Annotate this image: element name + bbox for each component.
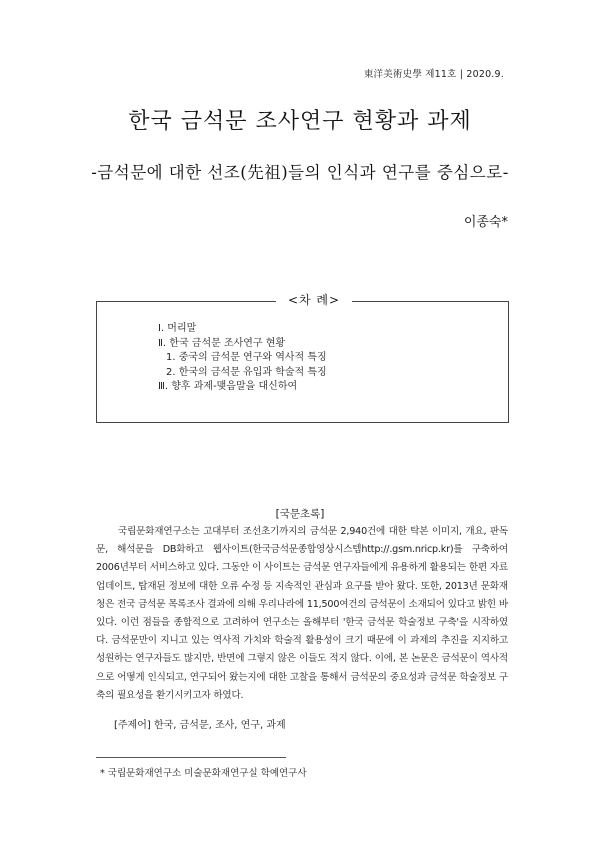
- abstract-label: [국문초록]: [275, 508, 325, 520]
- paper-title: 한국 금석문 조사연구 현황과 과제: [128, 109, 472, 134]
- toc-item: Ⅱ. 한국 금석문 조사연구 현황: [158, 337, 286, 349]
- abstract-body: 국립문화재연구소는 고대부터 조선초기까지의 금석문 2,940건에 대한 탁본 이미지, 개요, 판독문, 해석문을 DB화하고 웹사이트(한국금석문종합영상시스템http://.gsm.nricp.kr)를 구축하여 2006년부터 서비스하고 있다. 그동안 이 사이트는 금석문 연구자들에게 유용하게 활용되는 한편 자료 업데이트, 탑재된 정보에 대한 오류 수정 등 지속적인 관심과 요구를 받아 왔다. 또한, 2013년 문화재청은 전국 금석문 목록조사 결과에 의해 우리나라에 11,500여건의 금석문이 소재되어 있다고 밝힌 바 있다. 이런 점들을 종합적으로 고려하여 연구소는 올해부터 '한국 금석문 학술정보 구축'을 시작하였다. 금석문만이 지니고 있는 역사적 가치와 학술적 활용성이 크기 때문에 이 과제의 추진을 지지하고 성원하는 연구자들도 많지만, 반면에 그렇지 않은 이들도 적지 않다. 이에, 본 논문은 금석문이 역사적으로 어떻게 인식되고, 연구되어 왔는지에 대한 고찰을 통해서 금석문의 중요성과 금석문 학술정보 구축의 필요성을 환기시키고자 하였다.: [96, 526, 508, 701]
- paper-subtitle: -금석문에 대한 선조(先祖)들의 인식과 연구를 중심으로-: [91, 163, 509, 182]
- toc-item: Ⅲ. 향후 과제-맺음말을 대신하여: [158, 381, 298, 393]
- footnote-divider: [96, 757, 286, 758]
- toc-item: 1. 중국의 금석문 연구와 역사적 특징: [166, 352, 327, 364]
- toc-title: <차 례>: [276, 291, 352, 308]
- toc-item: 2. 한국의 금석문 유입과 학술적 특징: [166, 366, 327, 378]
- journal-header: 東洋美術史學 제11호 | 2020.9.: [363, 69, 504, 80]
- keywords: [주제어] 한국, 금석문, 조사, 연구, 과제: [114, 720, 286, 731]
- toc-list: [158, 322, 327, 395]
- toc-item: Ⅰ. 머리말: [158, 323, 197, 334]
- author-name: 이종숙*: [463, 215, 508, 230]
- footnote: * 국립문화재연구소 미술문화재연구실 학예연구사: [100, 768, 307, 779]
